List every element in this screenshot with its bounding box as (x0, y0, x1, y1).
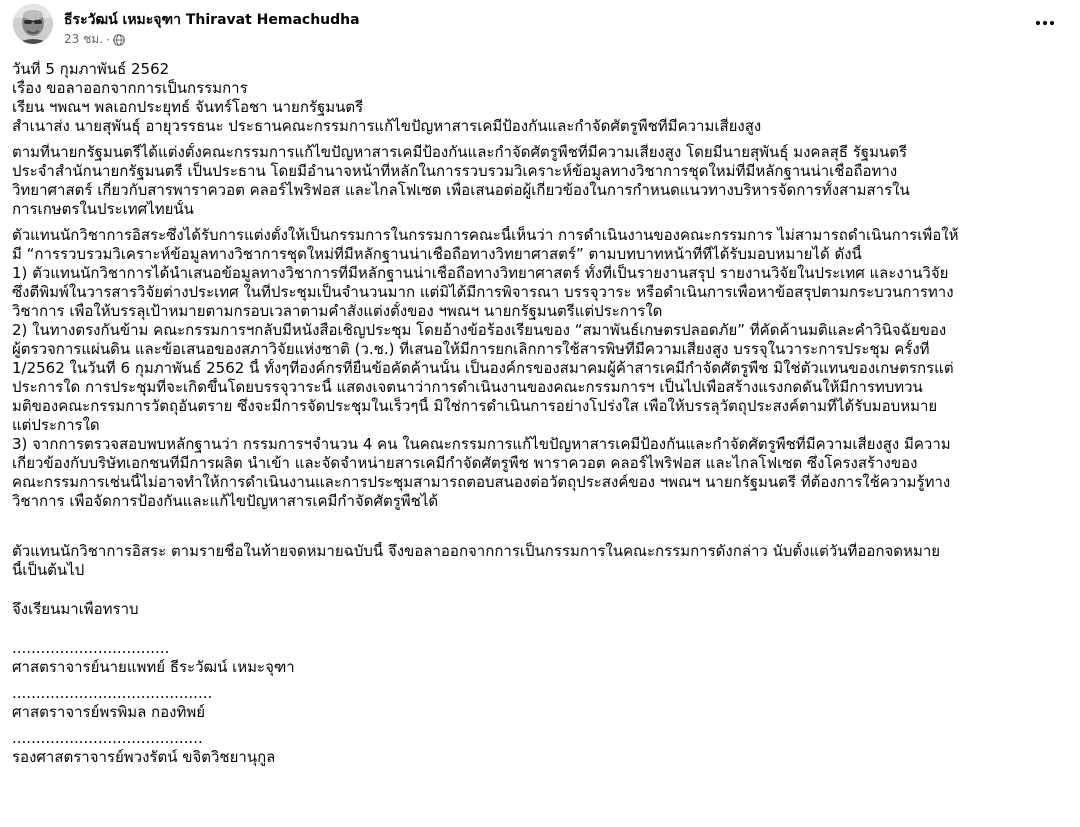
avatar-photo (13, 4, 53, 44)
paragraph-line: วิชาการ เพื่อจัดการป้องกันและแก้ไขปัญหาสารเคมีกำจัดศัตรูพืชได้ (12, 492, 439, 510)
author-name[interactable]: ธีระวัฒน์ เหมะจุฑา Thiravat Hemachudha (64, 12, 360, 28)
letter-date: วันที่ 5 กุมภาพันธ์ 2562 (12, 60, 170, 78)
paragraph-line: การเกษตรในประเทศไทยนั้น (12, 200, 194, 218)
meta-separator: · (105, 32, 110, 47)
more-options-button[interactable] (1027, 9, 1063, 37)
globe-icon[interactable] (113, 34, 125, 46)
paragraph-line: คณะกรรมการเช่นนี้ไม่อาจทำให้การดำเนินงานและการประชุมสามารถตอบสนองต่อวัตถุประสงค์ของ ฯพณฯ นายกรัฐมนตรี ที่ต้องการใช้ความรู้ทาง (12, 473, 951, 491)
paragraph-3 (12, 542, 1068, 580)
paragraph-line: ซึ่งตีพิมพ์ในวารสารวิจัยต่างประเทศ ในที่ประชุมเป็นจำนวนมาก แต่มิได้มีการพิจารณา บรรจุวาระ หรือดำเนินการเพื่อหาข้อสรุปตามกระบวนการทาง (12, 283, 954, 301)
author-avatar[interactable] (13, 4, 53, 44)
more-options-icon (1035, 20, 1055, 26)
letter-subject: เรื่อง ขอลาออกจากการเป็นกรรมการ (12, 79, 248, 97)
paragraph-line: ประการใด การประชุมที่จะเกิดขึ้นโดยบรรจุวาระนี้ แสดงเจตนาว่าการดำเนินงานของคณะกรรมการฯ เป็นไปเพื่อสร้างแรงกดดันให้มีการทบทวน (12, 378, 923, 396)
post-body (12, 60, 1068, 767)
paragraph-line: 2) ในทางตรงกันข้าม คณะกรรมการฯกลับมีหนังสือเชิญประชุม โดยอ้างข้อร้องเรียนของ “สมาพันธ์เกษตรปลอดภัย” ที่คัดค้านมติและคำวินิจฉัยของ (12, 321, 947, 339)
signature-line: .......................................... (12, 684, 213, 702)
paragraph-line: 3) จากการตรวจสอบพบหลักฐานว่า กรรมการฯจำนวน 4 คน ในคณะกรรมการแก้ไขปัญหาสารเคมีป้องกันและกำจัดศัตรูพืชที่มีความเสี่ยงสูง มีความ (12, 435, 951, 453)
paragraph-line: ตัวแทนนักวิชาการอิสระ ตามรายชื่อในท้ายจดหมายฉบับนี้ จึงขอลาออกจากการเป็นกรรมการในคณะกรรมการดังกล่าว นับตั้งแต่วันที่ออกจดหมาย (12, 542, 941, 560)
letter-cc: สำเนาส่ง นายสุพันธุ์ อายุวรรธนะ ประธานคณะกรรมการแก้ไขปัญหาสารเคมีป้องกันและกำจัดศัตรูพืชที่มีความเสี่ยงสูง (12, 117, 762, 135)
paragraph-line: ผู้ตรวจการแผ่นดิน และข้อเสนอของสภาวิจัยแห่งชาติ (ว.ช.) ที่เสนอให้มีการยกเลิกการใช้สารพิษที่มีความเสี่ยงสูง บรรจุในวาระการประชุม ครั้งที่ (12, 340, 930, 358)
post-meta (64, 30, 125, 49)
paragraph-line: มติของคณะกรรมการวัตถุอันตราย ซึ่งจะมีการจัดประชุมในเร็วๆนี้ มิใช่การดำเนินการอย่างโปร่งใส เพื่อให้บรรลุวัตถุประสงค์ตามที่ได้รับมอบหมาย (12, 397, 938, 415)
paragraph-line: เกี่ยวข้องกับบริษัทเอกชนที่มีการผลิต นำเข้า และจัดจำหน่ายสารเคมีกำจัดศัตรูพืช พาราควอต คลอร์ไพริฟอส และไกลโฟเซต ซึ่งโครงสร้างของ (12, 454, 918, 472)
letter-closing: จึงเรียนมาเพื่อทราบ (12, 600, 139, 618)
paragraph-line: 1/2562 ในวันที่ 6 กุมภาพันธ์ 2562 นี้ ทั้งๆที่องค์กรที่ยื่นข้อคัดค้านนั้น เป็นองค์กรของสมาคมผู้ค้าสารเคมีกำจัดศัตรูพืช มิใช่ตัวแทนของเกษตรกรแต่ (12, 359, 954, 377)
paragraph-line: 1) ตัวแทนนักวิชาการได้นำเสนอข้อมูลทางวิชาการที่มีหลักฐานน่าเชื่อถือทางวิทยาศาสตร์ ทั้งที่เป็นรายงานสรุป รายงานวิจัยในประเทศ และงานวิจัย (12, 264, 949, 282)
signature-line: ........................................ (12, 729, 203, 747)
paragraph-line: มี “การรวบรวมวิเคราะห์ข้อมูลทางวิชาการชุดใหม่ที่มีหลักฐานน่าเชื่อถือทางวิทยาศาสตร์” ตามบทบาทหน้าที่ที่ได้รับมอบหมายได้ ดังนี้ (12, 245, 862, 263)
signature-line: ................................. (12, 639, 170, 657)
paragraph-line: วิทยาศาสตร์ เกี่ยวกับสารพาราควอต คลอร์ไพริฟอส และไกลโฟเซต เพื่อเสนอต่อผู้เกี่ยวข้องในการกำหนดแนวทางบริหารจัดการทั้งสามสารใน (12, 181, 910, 199)
paragraph-1 (12, 143, 1068, 219)
post-timestamp[interactable]: 23 ชม. (64, 32, 103, 46)
paragraph-line: ตามที่นายกรัฐมนตรีได้แต่งตั้งคณะกรรมการแก้ไขปัญหาสารเคมีป้องกันและกำจัดศัตรูพืชที่มีความเสี่ยงสูง โดยมีนายสุพันธุ์ มงคลสุธี รัฐมนตรี (12, 143, 908, 161)
paragraph-line: วิชาการ เพื่อให้บรรลุเป้าหมายตามกรอบเวลาตามคำสั่งแต่งตั้งของ ฯพณฯ นายกรัฐมนตรีแต่ประการใด (12, 302, 663, 320)
paragraph-2 (12, 226, 1068, 511)
signatory-name: ศาสตราจารย์นายแพทย์ ธีระวัฒน์ เหมะจุฑา (12, 658, 295, 676)
signatory-name: รองศาสตราจารย์พวงรัตน์ ขจิตวิชยานุกูล (12, 748, 276, 766)
letter-recipient: เรียน ฯพณฯ พลเอกประยุทธ์ จันทร์โอชา นายกรัฐมนตรี (12, 98, 364, 116)
post-header (13, 3, 1073, 49)
paragraph-line: ประจำสำนักนายกรัฐมนตรี เป็นประธาน โดยมีอำนาจหน้าที่หลักในการรวบรวมวิเคราะห์ข้อมูลทางวิชาการชุดใหม่ที่มีหลักฐานน่าเชื่อถือทาง (12, 162, 898, 180)
paragraph-line: ตัวแทนนักวิชาการอิสระซึ่งได้รับการแต่งตั้งให้เป็นกรรมการในกรรมการคณะนี้เห็นว่า การดำเนินงานของคณะกรรมการ ไม่สามารถดำเนินการเพื่อให้ (12, 226, 959, 244)
paragraph-line: นี้เป็นต้นไป (12, 561, 85, 579)
signature-block (12, 639, 1068, 767)
signatory-name: ศาสตราจารย์พรพิมล กองทิพย์ (12, 703, 206, 721)
paragraph-line: แต่ประการใด (12, 416, 100, 434)
